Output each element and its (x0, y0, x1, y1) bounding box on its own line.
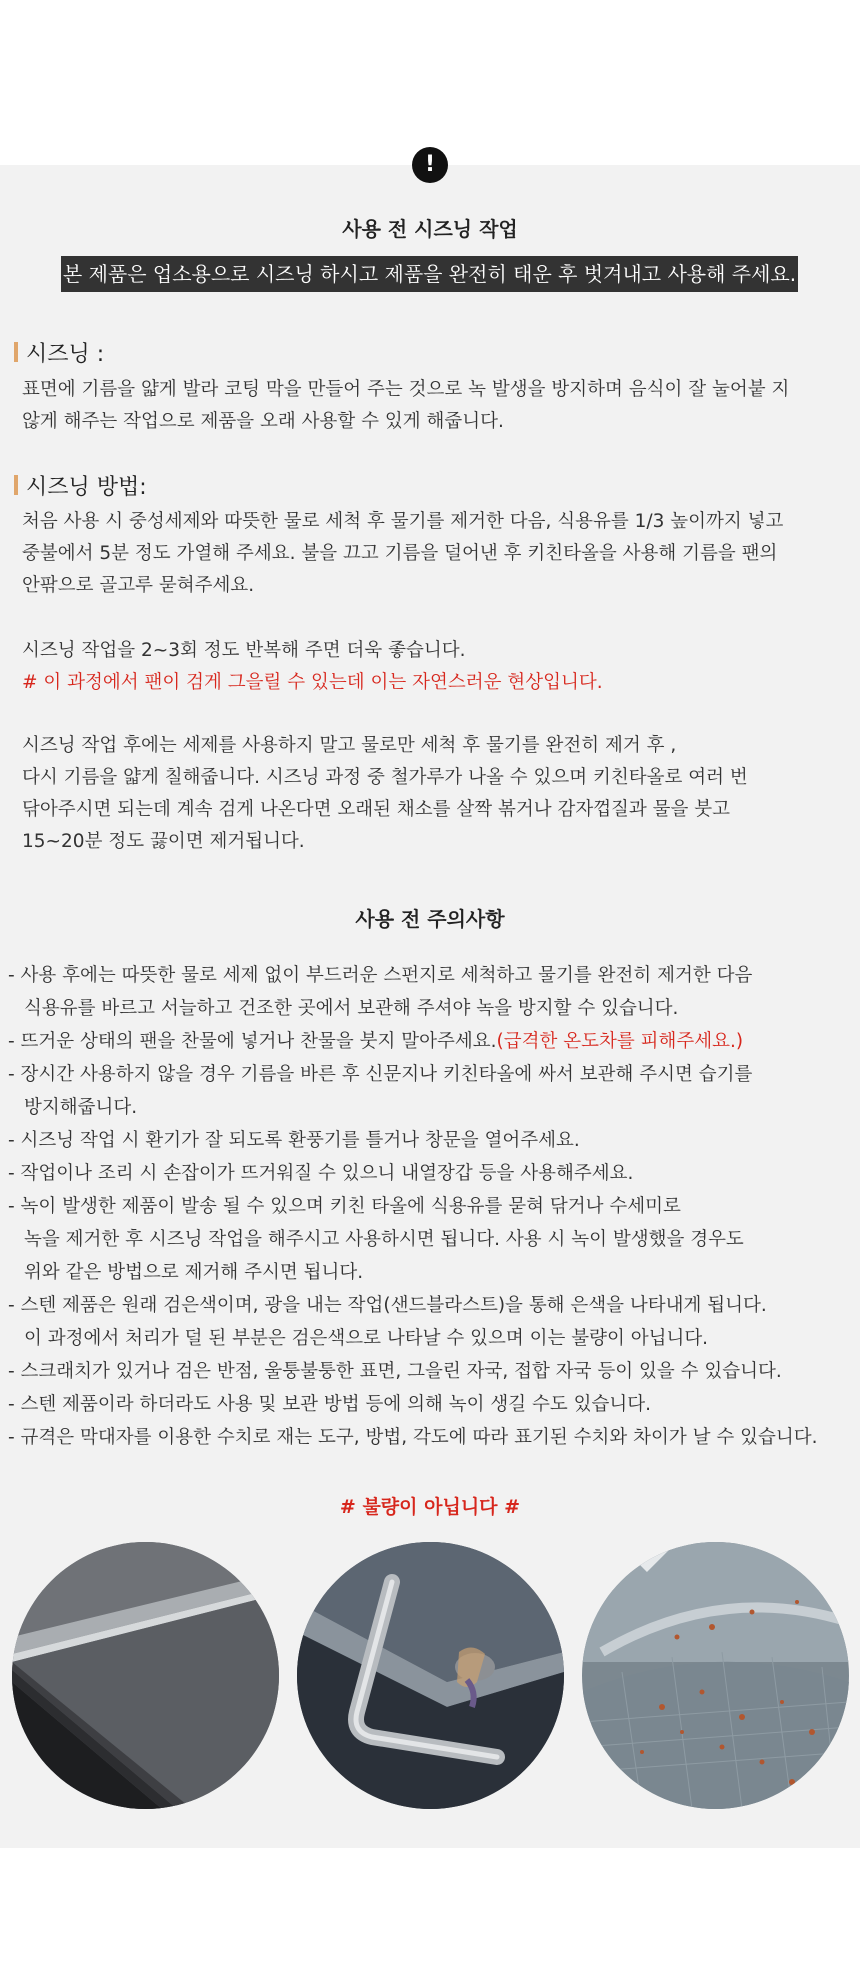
precaution-warning: (급격한 온도차를 피해주세요.) (496, 1031, 744, 1052)
precaution-line (8, 992, 858, 1025)
precaution-text: 녹을 제거한 후 시즈닝 작업을 해주시고 사용하시면 됩니다. 사용 시 녹이 발생했을 경우도 (24, 1229, 744, 1250)
precaution-line (8, 1124, 858, 1157)
text-line: 않게 해주는 작업으로 제품을 오래 사용할 수 있게 해줍니다. (22, 411, 504, 432)
notice-banner: 본 제품은 업소용으로 시즈닝 하시고 제품을 완전히 태운 후 벗겨내고 사용해 주세요. (61, 256, 798, 292)
precaution-text: - 사용 후에는 따뜻한 물로 세제 없이 부드러운 스펀지로 세척하고 물기를 완전히 제거한 다음 (8, 965, 753, 986)
precaution-line (8, 1091, 858, 1124)
precaution-item (8, 1157, 858, 1190)
precaution-text: - 녹이 발생한 제품이 발송 될 수 있으며 키친 타올에 식용유를 묻혀 닦거나 수세미로 (8, 1196, 681, 1217)
precaution-text: 이 과정에서 처리가 덜 된 부분은 검은색으로 나타날 수 있으며 이는 불량이 아닙니다. (24, 1328, 709, 1349)
precaution-text: - 규격은 막대자를 이용한 수치로 재는 도구, 방법, 각도에 따라 표기된 수치와 차이가 날 수 있습니다. (8, 1427, 818, 1448)
precaution-text: - 작업이나 조리 시 손잡이가 뜨거워질 수 있으니 내열장갑 등을 사용해주세요. (8, 1163, 634, 1184)
photo-rust-spots (582, 1542, 849, 1809)
photo-handle-weld (297, 1542, 564, 1809)
seasoning-heading: 시즈닝 : (14, 337, 104, 368)
precaution-text: - 스크래치가 있거나 검은 반점, 울퉁불퉁한 표면, 그을린 자국, 접합 자국 등이 있을 수 있습니다. (8, 1361, 782, 1382)
precautions-title: 사용 전 주의사항 (355, 907, 505, 931)
precaution-item (8, 1025, 858, 1058)
text-line: 시즈닝 작업을 2~3회 정도 반복해 주면 더욱 좋습니다. (22, 640, 466, 661)
precaution-line (8, 1421, 858, 1454)
precaution-line (8, 1388, 858, 1421)
pan-edge-image (12, 1542, 279, 1809)
text-line: 표면에 기름을 얇게 발라 코팅 막을 만들어 주는 것으로 녹 발생을 방지하며 음식이 잘 눌어붙 지 (22, 379, 790, 400)
precaution-line (8, 1289, 858, 1322)
precaution-line (8, 1355, 858, 1388)
method-paragraph-2 (22, 635, 842, 699)
page-title: 사용 전 시즈닝 작업 (342, 217, 518, 241)
method-heading: 시즈닝 방법: (14, 470, 147, 501)
precaution-item (8, 959, 858, 1025)
precaution-item (8, 1058, 858, 1124)
precaution-item (8, 1355, 858, 1388)
text-line: 15~20분 정도 끓이면 제거됩니다. (22, 831, 305, 852)
precaution-line (8, 1025, 858, 1058)
precaution-item (8, 1190, 858, 1289)
precaution-line (8, 1058, 858, 1091)
precaution-item (8, 1289, 858, 1355)
precaution-item (8, 1421, 858, 1454)
precaution-line (8, 1190, 858, 1223)
method-paragraph-1 (22, 506, 842, 602)
precaution-text: - 장시간 사용하지 않을 경우 기름을 바른 후 신문지나 키친타올에 싸서 보관해 주시면 습기를 (8, 1064, 753, 1085)
precaution-text: - 뜨거운 상태의 팬을 찬물에 넣거나 찬물을 붓지 말아주세요. (8, 1031, 497, 1052)
warning-note: # 이 과정에서 팬이 검게 그을릴 수 있는데 이는 자연스러운 현상입니다. (22, 672, 603, 693)
seasoning-description (22, 374, 842, 438)
method-paragraph-3 (22, 730, 842, 858)
precaution-text: - 스텐 제품은 원래 검은색이며, 광을 내는 작업(샌드블라스트)을 통해 은색을 나타내게 됩니다. (8, 1295, 767, 1316)
handle-weld-image (297, 1542, 564, 1809)
precaution-line (8, 1157, 858, 1190)
text-line: 처음 사용 시 중성세제와 따뜻한 물로 세척 후 물기를 제거한 다음, 식용유를 1/3 높이까지 넣고 (22, 511, 784, 532)
precautions-list (8, 959, 858, 1454)
precaution-text: 식용유를 바르고 서늘하고 건조한 곳에서 보관해 주셔야 녹을 방지할 수 있습니다. (24, 998, 679, 1019)
rust-spots-image (582, 1542, 849, 1809)
text-line: 안팎으로 골고루 묻혀주세요. (22, 575, 255, 596)
defect-heading: # 불량이 아닙니다 # (339, 1496, 521, 1518)
text-line: 다시 기름을 얇게 칠해줍니다. 시즈닝 과정 중 철가루가 나올 수 있으며 키친타올로 여러 번 (22, 767, 748, 788)
precaution-text: 방지해줍니다. (24, 1097, 138, 1118)
text-line: 닦아주시면 되는데 계속 검게 나온다면 오래된 채소를 살짝 볶거나 감자껍질과 물을 붓고 (22, 799, 731, 820)
text-line: 시즈닝 작업 후에는 세제를 사용하지 말고 물로만 세척 후 물기를 완전히 제거 후 , (22, 735, 677, 756)
precaution-line (8, 959, 858, 992)
alert-icon: ! (412, 147, 448, 183)
photo-pan-edge (12, 1542, 279, 1809)
precaution-text: - 시즈닝 작업 시 환기가 잘 되도록 환풍기를 틀거나 창문을 열어주세요. (8, 1130, 580, 1151)
precaution-line (8, 1322, 858, 1355)
text-line: 중불에서 5분 정도 가열해 주세요. 불을 끄고 기름을 덜어낸 후 키친타올을 사용해 기름을 팬의 (22, 543, 778, 564)
precaution-item (8, 1124, 858, 1157)
precaution-text: 위와 같은 방법으로 제거해 주시면 됩니다. (24, 1262, 364, 1283)
precaution-line (8, 1223, 858, 1256)
precaution-line (8, 1256, 858, 1289)
precaution-text: - 스텐 제품이라 하더라도 사용 및 보관 방법 등에 의해 녹이 생길 수도 있습니다. (8, 1394, 652, 1415)
precaution-item (8, 1388, 858, 1421)
